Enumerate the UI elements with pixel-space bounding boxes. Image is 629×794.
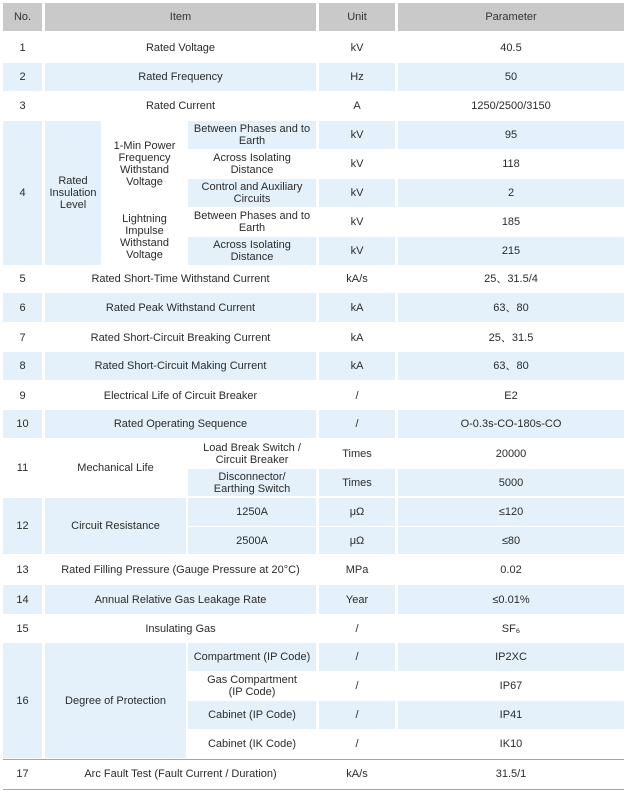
row-10-unit: / bbox=[319, 410, 395, 438]
row-12a-value: ≤120 bbox=[398, 498, 624, 526]
row-9-unit: / bbox=[319, 382, 395, 409]
row-5-no: 5 bbox=[3, 266, 42, 292]
row-12-item: Circuit Resistance bbox=[45, 498, 186, 554]
row-11-item: Mechanical Life bbox=[45, 440, 186, 496]
row-13-no: 13 bbox=[3, 556, 42, 584]
row-2-unit: Hz bbox=[319, 63, 395, 91]
row-12b-value: ≤80 bbox=[398, 527, 624, 554]
row-4d-unit: kV bbox=[319, 208, 395, 236]
row-11-no: 11 bbox=[3, 440, 42, 496]
row-13-unit: MPa bbox=[319, 556, 395, 584]
row-16c-label: Cabinet (IP Code) bbox=[188, 701, 316, 729]
row-14-item: Annual Relative Gas Leakage Rate bbox=[45, 585, 316, 614]
header-no: No. bbox=[3, 3, 42, 31]
header-parameter: Parameter bbox=[398, 3, 624, 31]
row-16b-unit: / bbox=[319, 672, 395, 700]
row-4c-unit: kV bbox=[319, 179, 395, 207]
row-1-no: 1 bbox=[3, 34, 42, 62]
header-unit: Unit bbox=[319, 3, 395, 31]
row-16d-label: Cabinet (IK Code) bbox=[188, 730, 316, 758]
row-10-no: 10 bbox=[3, 410, 42, 438]
row-16d-unit: / bbox=[319, 730, 395, 758]
row-7-unit: kA bbox=[319, 324, 395, 351]
row-4e-value: 215 bbox=[398, 237, 624, 265]
row-3-item: Rated Current bbox=[45, 93, 316, 119]
row-16-no: 16 bbox=[3, 643, 42, 758]
row-14-no: 14 bbox=[3, 585, 42, 614]
row-2-value: 50 bbox=[398, 63, 624, 91]
row-9-value: E2 bbox=[398, 382, 624, 409]
row-15-value: SF₆ bbox=[398, 615, 624, 642]
row-4-lightning-impulse: Lightning Impulse Withstand Voltage bbox=[103, 208, 186, 265]
row-17-unit: kA/s bbox=[319, 760, 395, 788]
row-17-no: 17 bbox=[3, 760, 42, 788]
row-11a-unit: Times bbox=[319, 440, 395, 468]
row-12-no: 12 bbox=[3, 498, 42, 554]
row-17-item: Arc Fault Test (Fault Current / Duration) bbox=[45, 760, 316, 788]
row-11b-unit: Times bbox=[319, 469, 395, 496]
row-15-item: Insulating Gas bbox=[45, 615, 316, 642]
row-3-value: 1250/2500/3150 bbox=[398, 93, 624, 119]
table-bottom-rule bbox=[3, 789, 624, 790]
row-4a-value: 95 bbox=[398, 121, 624, 149]
row-16-item: Degree of Protection bbox=[45, 643, 186, 758]
row-11a-value: 20000 bbox=[398, 440, 624, 468]
row-8-unit: kA bbox=[319, 352, 395, 380]
row-3-unit: A bbox=[319, 93, 395, 119]
row-8-item: Rated Short-Circuit Making Current bbox=[45, 352, 316, 380]
row-7-no: 7 bbox=[3, 324, 42, 351]
row-5-value: 25、31.5/4 bbox=[398, 266, 624, 292]
row-12b-unit: μΩ bbox=[319, 527, 395, 554]
row-16d-value: IK10 bbox=[398, 730, 624, 758]
row-14-value: ≤0.01% bbox=[398, 585, 624, 614]
row-9-item: Electrical Life of Circuit Breaker bbox=[45, 382, 316, 409]
row-16a-label: Compartment (IP Code) bbox=[188, 643, 316, 671]
row-9-no: 9 bbox=[3, 382, 42, 409]
row-3-no: 3 bbox=[3, 93, 42, 119]
row-4-group: Rated Insulation Level bbox=[45, 121, 101, 265]
row-8-value: 63、80 bbox=[398, 352, 624, 380]
row-13-value: 0.02 bbox=[398, 556, 624, 584]
header-item: Item bbox=[45, 3, 316, 31]
row-11b-label: Disconnector/ Earthing Switch bbox=[188, 469, 316, 496]
row-7-value: 25、31.5 bbox=[398, 324, 624, 351]
row-16a-value: IP2XC bbox=[398, 643, 624, 671]
row-16c-value: IP41 bbox=[398, 701, 624, 729]
row-17-value: 31.5/1 bbox=[398, 760, 624, 788]
row-11a-label: Load Break Switch / Circuit Breaker bbox=[188, 440, 316, 468]
row-15-no: 15 bbox=[3, 615, 42, 642]
row-1-item: Rated Voltage bbox=[45, 34, 316, 62]
row-6-no: 6 bbox=[3, 293, 42, 322]
row-6-unit: kA bbox=[319, 293, 395, 322]
row-6-item: Rated Peak Withstand Current bbox=[45, 293, 316, 322]
row-4e-unit: kV bbox=[319, 237, 395, 265]
row-1-value: 40.5 bbox=[398, 34, 624, 62]
row-12b-label: 2500A bbox=[188, 527, 316, 554]
row-2-item: Rated Frequency bbox=[45, 63, 316, 91]
row-13-item: Rated Filling Pressure (Gauge Pressure at 20°C) bbox=[45, 556, 316, 584]
row-8-no: 8 bbox=[3, 352, 42, 380]
row-12a-label: 1250A bbox=[188, 498, 316, 526]
row-14-unit: Year bbox=[319, 585, 395, 614]
row-1-unit: kV bbox=[319, 34, 395, 62]
row-4c-label: Control and Auxiliary Circuits bbox=[188, 179, 316, 207]
row-7-item: Rated Short-Circuit Breaking Current bbox=[45, 324, 316, 351]
row-4a-label: Between Phases and to Earth bbox=[188, 121, 316, 149]
row-15-unit: / bbox=[319, 615, 395, 642]
row-2-no: 2 bbox=[3, 63, 42, 91]
row-10-value: O-0.3s-CO-180s-CO bbox=[398, 410, 624, 438]
row-4d-value: 185 bbox=[398, 208, 624, 236]
row-10-item: Rated Operating Sequence bbox=[45, 410, 316, 438]
row-11b-value: 5000 bbox=[398, 469, 624, 496]
row-4e-label: Across Isolating Distance bbox=[188, 237, 316, 265]
row-16c-unit: / bbox=[319, 701, 395, 729]
row-12a-unit: μΩ bbox=[319, 498, 395, 526]
row-4c-value: 2 bbox=[398, 179, 624, 207]
row-4a-unit: kV bbox=[319, 121, 395, 149]
row-6-value: 63、80 bbox=[398, 293, 624, 322]
row-4-power-frequency: 1-Min Power Frequency Withstand Voltage bbox=[103, 121, 186, 207]
row-4b-unit: kV bbox=[319, 150, 395, 178]
row-4b-value: 118 bbox=[398, 150, 624, 178]
row-5-item: Rated Short-Time Withstand Current bbox=[45, 266, 316, 292]
row-16b-value: IP67 bbox=[398, 672, 624, 700]
row-16b-label: Gas Compartment (IP Code) bbox=[188, 672, 316, 700]
row-16a-unit: / bbox=[319, 643, 395, 671]
row-4-no: 4 bbox=[3, 121, 42, 265]
row-4d-label: Between Phases and to Earth bbox=[188, 208, 316, 236]
row-4b-label: Across Isolating Distance bbox=[188, 150, 316, 178]
row-5-unit: kA/s bbox=[319, 266, 395, 292]
